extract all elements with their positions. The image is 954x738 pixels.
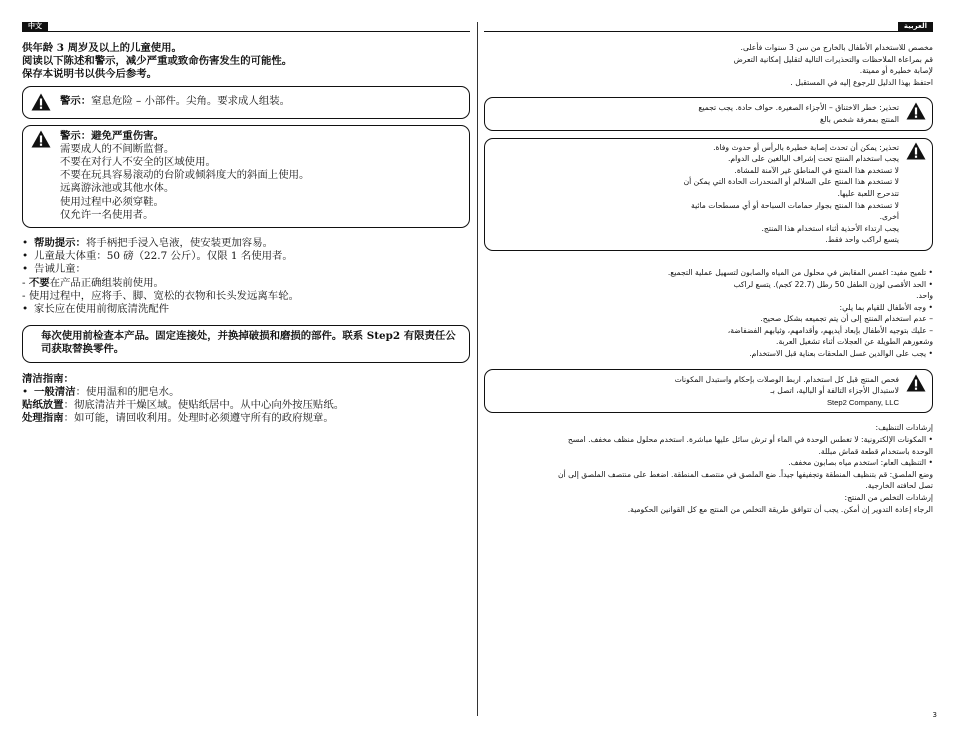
zh-decal-label: 贴纸放置 [22,399,64,412]
zh-helpful-text: 将手柄把手浸入皂液，使安装更加容易。 [85,237,273,250]
zh-warning1-label: 警示： [60,94,92,107]
zh-tip-max-weight: • 儿童最大体重：50 磅（22.7 公斤）。仅限 1 名使用者。 [22,250,470,263]
zh-general-cleaning [22,386,470,399]
zh-warning2-line-5: 使用过程中必须穿鞋。 [60,195,164,208]
ar-serious-injury-warning-box [484,138,933,251]
zh-disposal-text: ：如可能，请回收利用。处理时必须遵守所有的政府规章。 [63,412,334,425]
arabic-column [484,22,933,515]
zh-cleaning-section [22,373,470,426]
zh-disposal-label: 处理指南 [22,412,64,425]
arabic-language-tag: العربية [898,22,933,31]
ar-clean-line-2: • المكونات الإلكترونية: لا تغطس الوحدة في الماء أو ترش سائل عليها مباشرة. استخدم محلول منظف مخفف. امسح [567,435,933,445]
ar-inspect-box [484,369,933,414]
ar-warning2-line-9: يتسع لراكب واحد فقط. [825,235,899,245]
ar-choking-warning-box [484,97,933,130]
ar-clean-line-6: تصل لحافته الخارجية. [865,481,933,491]
zh-inspect-text: 每次使用前检查本产品。固定连接处，并换掉破损和磨损的部件。联系 Step2 有限责任公司获取替换零件。 [41,330,456,356]
ar-warning2-line-3: لا تستخدم هذا المنتج في المناطق غير الآمنة للمشاة. [734,165,899,175]
zh-tips-section [22,237,470,316]
chinese-language-bar [22,22,470,32]
zh-intro-line-2: 阅读以下陈述和警示，减少严重或致命伤害发生的可能性。 [22,55,293,68]
zh-keep-away-text: 使用过程中，应将手、脚、宽松的衣物和长头发远离车轮。 [28,289,299,302]
ar-warning2-line-5: تتدحرج اللعبة عليها. [837,188,899,198]
ar-warning2-line-4: لا تستخدم هذا المنتج على السلالم أو المنحدرات الحادة التي يمكن أن [683,177,899,187]
chinese-intro [22,42,470,82]
ar-clean-line-3: الوحدة باستخدام قطعة قماش مبللة. [818,446,933,456]
ar-warning2-line-8: يجب ارتداء الأحذية أثناء استخدام هذا المنتج. [761,223,899,233]
ar-tip-line-6: – عليك بتوجيه الأطفال بإبعاد أيديهم، وأقدامهم، وثيابهم الفضفاضة، [727,325,933,335]
zh-warning2-line-6: 仅允许一名使用者。 [60,208,154,221]
ar-company-name: Step2 Company, LLC [826,397,899,407]
ar-clean-line-1: إرشادات التنظيف: [875,423,933,433]
column-divider [477,22,478,716]
zh-warning1-text: 窒息危险 – 小部件。尖角。要求成人组装。 [91,94,291,107]
zh-decal-text: ：彻底清洁并干燥区域。使贴纸居中。从中心向外按压贴纸。 [63,399,345,412]
ar-inspect-line-1: فحص المنتج قبل كل استخدام. اربط الوصلات بإحكام واستبدل المكونات [674,374,899,384]
ar-inspect-line-2: لاستبدال الأجزاء التالفة أو البالية، اتصل بـ [770,386,899,396]
warning-triangle-icon [31,93,51,111]
zh-tip-tell-children: • 告诫儿童： [22,263,470,276]
zh-tip-helpful [22,237,470,250]
ar-intro-line-1: مخصص للاستخدام الأطفال بالخارج من سن 3 سنوات فأعلى. [740,43,933,52]
zh-intro-line-1: 供年龄 3 周岁及以上的儿童使用。 [22,42,182,54]
zh-helpful-label: 帮助提示： [34,237,86,250]
zh-cleaning-title: 清洁指南： [22,372,74,385]
zh-choking-warning-box [22,86,470,119]
ar-tip-line-3: واحد. [916,291,933,301]
zh-tip-clean-parts: • 家长应在使用前彻底清洗配件 [22,303,470,316]
ar-warning2-line-2: يجب استخدام المنتج تحت إشراف البالغين على الدوام. [727,154,899,164]
zh-tip-keep-away: - 使用过程中，应将手、脚、宽松的衣物和长头发远离车轮。 [22,289,299,302]
ar-clean-line-7: إرشادات التخلص من المنتج: [844,493,933,502]
arabic-intro [484,42,933,88]
ar-tips-section [484,267,933,360]
ar-cleaning-section [484,422,933,515]
ar-clean-line-5: وضع الملصق: قم بتنظيف المنطقة وتجفيفها جيداً. ضع الملصق في منتصف المنطقة. اضغط على منتصف الملصق إلى أن [557,469,933,479]
zh-warning2-title: 警示：避免严重伤害。 [60,129,164,142]
ar-intro-line-3: لإصابة خطيرة أو مميتة. [859,66,933,76]
ar-clean-line-8: الرجاء إعادة التدوير إن أمكن. يجب أن تتوافق طريقة التخلص من المنتج مع كل القوانين الحكومية. [627,504,933,514]
zh-intro-line-3: 保存本说明书以供今后参考。 [22,68,158,81]
warning-triangle-icon [31,130,51,148]
ar-tip-line-5: – عدم استخدام المنتج إلى أن يتم تجميعه بشكل صحيح. [760,314,933,324]
zh-warning2-line-3: 不要在玩具容易滚动的台阶或倾斜度大的斜面上使用。 [60,169,310,182]
ar-warning1-line-1: تحذير: خطر الاختناق – الأجزاء الصغيرة. حواف حادة. يجب تجميع [698,103,899,113]
zh-warning2-line-1: 需要成人的不间断监督。 [60,142,175,155]
ar-tip-line-4: • وجه الأطفال للقيام بما يلي: [839,302,933,312]
chinese-language-tag: 中文 [22,22,48,31]
zh-serious-injury-warning-box [22,125,470,228]
ar-tip-line-7: وشعورهم الطويلة عن العجلات أثناء تشغيل العربة. [776,337,933,347]
zh-dont-label: 不要 [28,276,50,289]
zh-warning2-line-2: 不要在对行人不安全的区域使用。 [60,156,216,169]
ar-tip-line-1: • تلميح مفيد: اغمس المقابض في محلول من المياه والصابون لتسهيل عملية التجميع. [667,267,933,277]
zh-warning2-line-4: 远离游泳池或其他水体。 [60,182,175,195]
zh-inspect-box [22,325,470,362]
ar-warning2-line-7: أخرى. [879,212,899,222]
zh-general-label: 一般清洁 [34,385,76,398]
ar-tip-line-2: • الحد الأقصى لوزن الطفل 50 رطل (22.7 كجم). يتسع لراكب [733,279,933,289]
ar-tip-line-8: • يجب على الوالدين غسل الملحقات بعناية قبل الاستخدام. [749,349,933,359]
chinese-column [22,22,470,425]
page-number: 3 [932,711,937,719]
warning-triangle-icon [906,374,926,392]
zh-decal-placement [22,399,470,412]
zh-dont-text: 在产品正确组装前使用。 [49,276,164,289]
ar-intro-line-2: قم بمراعاة الملاحظات والتحذيرات التالية لتقليل إمكانية التعرض [733,54,933,64]
warning-triangle-icon [906,142,926,160]
ar-clean-line-4: • التنظيف العام: استخدم مياه بصابون مخفف. [788,458,933,468]
arabic-language-bar [484,22,933,32]
zh-tip-dont-use: - 不要在产品正确组装前使用。 [22,276,164,289]
ar-intro-line-4: احتفظ بهذا الدليل للرجوع إليه في المستقبل . [790,77,933,87]
warning-triangle-icon [906,102,926,120]
ar-warning1-line-2: المنتج بمعرفة شخص بالغ [820,114,899,124]
zh-general-text: ：使用温和的肥皂水。 [75,385,180,398]
ar-warning2-line-1: تحذير: يمكن أن تحدث إصابة خطيرة بالرأس أو حدوث وفاة. [713,142,899,152]
ar-warning2-line-6: لا تستخدم هذا المنتج بجوار حمامات السباحة أو أي مسطحات مائية [691,200,899,210]
zh-disposal [22,412,470,425]
